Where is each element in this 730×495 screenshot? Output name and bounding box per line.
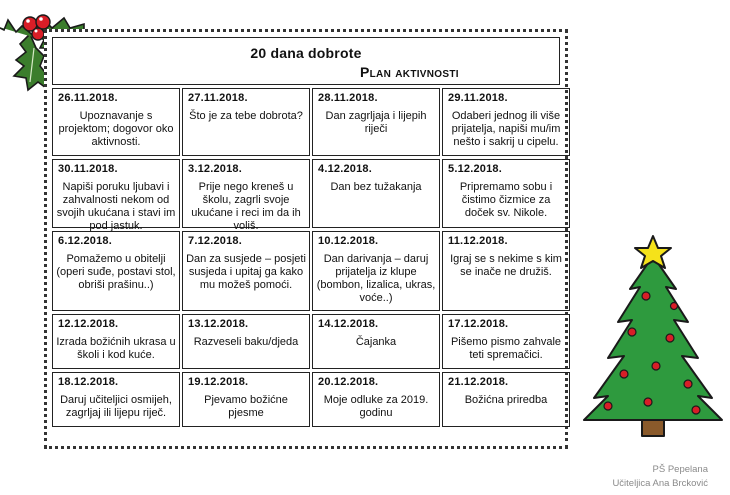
day-date: 3.12.2018. — [188, 163, 242, 175]
day-activity: Upoznavanje s projektom; dogovor oko aktivnosti. — [58, 110, 174, 148]
teacher-name: Učiteljica Ana Brcković — [612, 478, 708, 489]
day-card — [52, 314, 180, 369]
day-activity: Daruj učiteljici osmijeh, zagrljaj ili lijepu riječ. — [60, 394, 172, 419]
day-activity: Dan bez tužakanja — [330, 181, 422, 193]
day-date: 18.12.2018. — [58, 376, 119, 388]
day-date: 30.11.2018. — [58, 163, 118, 175]
day-activity: Napiši poruku ljubavi i zahvalnosti nekom od svojih ukućana i stavi im pod jastuk. — [56, 181, 176, 232]
day-activity: Izrada božićnih ukrasa u školi i kod kuće. — [56, 336, 176, 361]
school-name: PŠ Pepelana — [652, 464, 708, 475]
day-card — [182, 88, 310, 156]
day-card — [312, 159, 440, 228]
day-date: 14.12.2018. — [318, 318, 379, 330]
day-activity: Što je za tebe dobrota? — [189, 110, 303, 122]
day-date: 26.11.2018. — [58, 92, 118, 104]
day-card — [52, 159, 180, 232]
day-card — [312, 372, 440, 427]
day-activity: Pišemo pismo zahvale teti spremačici. — [450, 336, 562, 361]
day-card — [312, 88, 440, 156]
day-activity: Moje odluke za 2019. godinu — [323, 394, 429, 419]
day-activity: Dan darivanja – daruj prijatelja iz klupe (bombon, lizalica, ukras, voće..) — [316, 253, 436, 304]
day-date: 5.12.2018. — [448, 163, 502, 175]
day-activity: Pjevamo božićne pjesme — [204, 394, 288, 419]
day-date: 20.12.2018. — [318, 376, 379, 388]
day-date: 29.11.2018. — [448, 92, 508, 104]
day-activity: Pomažemo u obitelji (operi suđe, postavi stol, obriši prašinu..) — [56, 253, 176, 291]
day-date: 7.12.2018. — [188, 235, 242, 247]
day-date: 11.12.2018. — [448, 235, 508, 247]
day-card — [442, 88, 570, 156]
day-date: 6.12.2018. — [58, 235, 112, 247]
page-subtitle: Plan aktivnosti — [360, 64, 459, 80]
day-date: 28.11.2018. — [318, 92, 378, 104]
day-card — [442, 159, 570, 228]
day-card — [182, 314, 310, 369]
day-date: 19.12.2018. — [188, 376, 249, 388]
day-card — [442, 314, 570, 369]
day-card — [52, 372, 180, 427]
day-date: 12.12.2018. — [58, 318, 119, 330]
day-date: 27.11.2018. — [188, 92, 248, 104]
day-card — [182, 159, 310, 232]
day-activity: Igraj se s nekime s kim se inače ne družiš. — [450, 253, 562, 278]
activity-plan-sheet — [44, 29, 568, 449]
christmas-tree-icon — [578, 234, 728, 440]
day-date: 17.12.2018. — [448, 318, 509, 330]
day-activity: Čajanka — [355, 336, 397, 348]
day-date: 4.12.2018. — [318, 163, 372, 175]
day-card — [442, 231, 570, 311]
day-activity: Dan za susjede – posjeti susjeda i upitaj ga kako mu možeš pomoći. — [186, 253, 306, 291]
day-card — [312, 314, 440, 369]
day-card — [52, 88, 180, 156]
day-activity: Dan zagrljaja i lijepih riječi — [325, 110, 427, 135]
day-activity: Razveseli baku/djeda — [193, 336, 299, 348]
page-title: 20 dana dobrote — [250, 45, 362, 61]
day-card — [182, 231, 310, 311]
day-card — [312, 231, 440, 311]
day-date: 13.12.2018. — [188, 318, 249, 330]
day-activity: Prije nego kreneš u školu, zagrli svoje ukućane i reci im da ih voliš. — [191, 181, 301, 232]
plan-header — [52, 37, 560, 85]
day-card — [442, 372, 570, 427]
day-activity: Pripremamo sobu i čistimo čizmice za doček sv. Nikole. — [459, 181, 553, 219]
day-activity: Odaberi jednog ili više prijatelja, napiši mu/im nešto i sakrij u cipelu. — [451, 110, 561, 148]
day-activity: Božićna priredba — [464, 394, 548, 406]
day-card — [52, 231, 180, 311]
day-card — [182, 372, 310, 427]
activity-grid — [52, 88, 570, 450]
day-date: 10.12.2018. — [318, 235, 379, 247]
day-date: 21.12.2018. — [448, 376, 509, 388]
